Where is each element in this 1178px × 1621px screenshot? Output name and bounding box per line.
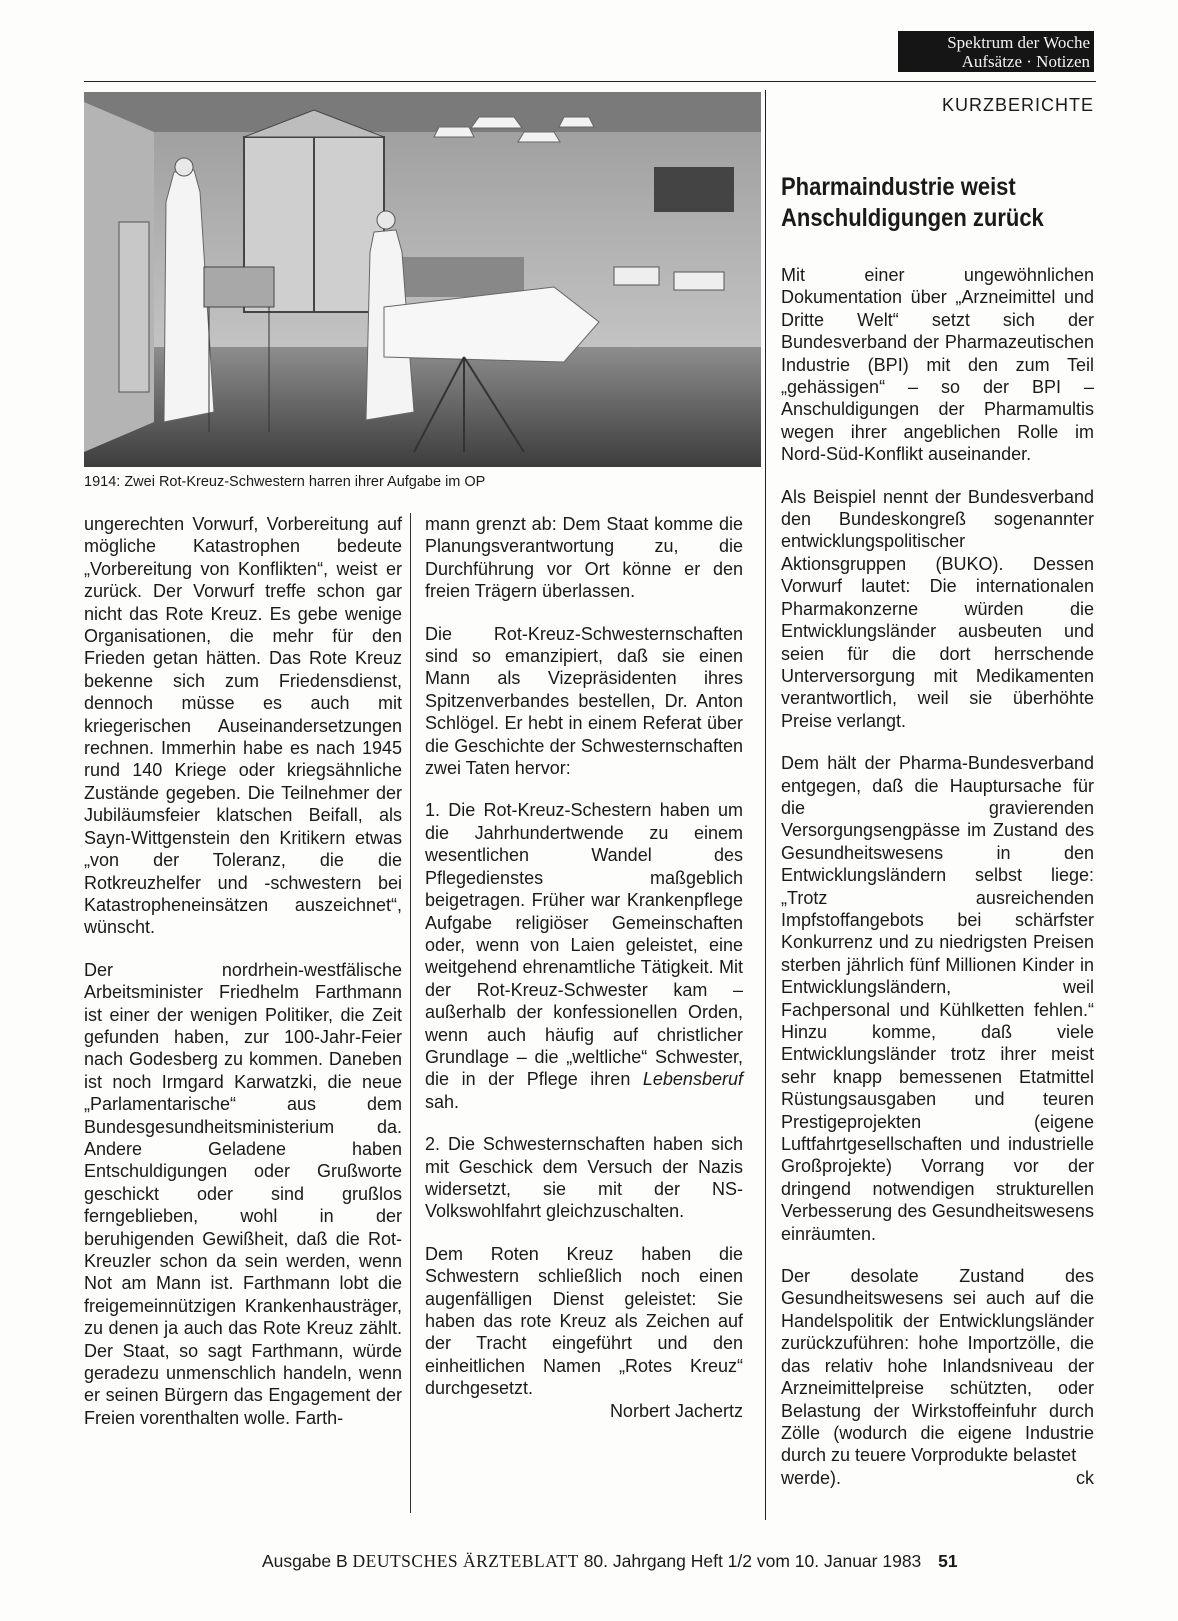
paragraph: ungerechten Vorwurf, Vorbereitung auf mögliche Katastrophen bedeute „Vorbereitung von Konflikten“, weist er zurück. Der Vorwurf treffe schon gar nicht das Rote Kreuz. Es gebe wenige Organisationen, die mehr für den Frieden getan hätten. Das Rote Kreuz bekenne sich zum Friedensdienst, dennoch müsse es auch mit kriegerischen Auseinandersetzungen rechnen. Immerhin habe es nach 1945 rund 140 Kriege oder kriegsähnliche Zustände gegeben. Die Teilnehmer der Jubiläumsfeier klatschen Beifall, als Sayn-Wittgenstein den Kritikern etwas „von der Toleranz, die die Rotkreuzhelfer und -schwestern bei Katastropheneinsätzen auszeichnet“, wünscht. [84,514,402,938]
page-number: 51 [938,1551,958,1571]
author-signature: ck [1076,1467,1094,1488]
paragraph [425,799,743,1113]
top-rule [84,81,1096,82]
paragraph: Dem Roten Kreuz haben die Schwestern schließlich noch einen augenfälligen Dienst geleistet: Sie haben das rote Kreuz als Zeichen auf der Tracht eingeführt und den einheitlichen Namen „Rotes Kreuz“ durchgesetzt. [425,1243,743,1399]
operating-room-photo [84,92,761,467]
paragraph: Die Rot-Kreuz-Schwesternschaften sind so emanzipiert, daß sie einen Mann als Vizepräsidenten ihres Spitzenverbandes bestellen, Dr. Anton Schlögel. Er hebt in einem Referat über die Geschichte der Schwesternschaften zwei Taten hervor: [425,623,743,779]
paragraph: Als Beispiel nennt der Bundesverband den Bundeskongreß sogenannter entwicklungspolitischer Aktionsgruppen (BUKO). Dessen Vorwurf lautet: Die internationalen Pharmakonzerne würden die Entwicklungsländer ausbeuten und seien für die dort herrschende Unterversorgung mit Medikamenten verantwortlich, weil sie überhöhte Preise verlangt. [781,486,1094,731]
article-column-right [781,264,1094,1489]
headline-line-2: Anschuldigungen zurück [781,204,1044,232]
paragraph-end: sah. [425,1091,460,1112]
column-rule [765,90,766,1520]
section-header-box [898,31,1094,72]
footer-edition: Ausgabe B [262,1551,348,1571]
headline-line-1: Pharmaindustrie weist [781,173,1016,201]
paragraph: 2. Die Schwesternschaften haben sich mit Geschick dem Versuch der Nazis widersetzt, sie mit der NS-Volkswohlfahrt gleichzuschalten. [425,1134,743,1222]
paragraph: mann grenzt ab: Dem Staat komme die Planungsverantwortung zu, die Durchführung vor Ort könne er den freien Trägern überlassen. [425,514,743,602]
column-divider [410,513,411,1513]
paragraph-text: 1. Die Rot-Kreuz-Schestern haben um die Jahrhundertwende zu einem wesentlichen Wandel des Pflegedienstes maßgeblich beigetragen. Früher war Krankenpflege Aufgabe religiöser Gemeinschaften oder, wenn von Laien geleistet, eine weitgehend ehrenamtliche Tätigkeit. Mit der Rot-Kreuz-Schwester kam – außerhalb der konfessionellen Orden, wenn auch häufig auf christlicher Grundlage – die „weltliche“ Schwester, die in der Pflege ihren [425,800,743,1090]
author-signature: Norbert Jachertz [609,1400,743,1421]
paragraph: Der desolate Zustand des Gesundheitswesens sei auch auf die Handelspolitik der Entwicklungsländer zurückzuführen: hohe Importzölle, die das relativ hohe Inlandsniveau der Arzneimittelpreise schützten, oder Belastung der Wirkstoffeinfuhr durch Zölle (wodurch die eigene Industrie durch zu teuere Vorprodukte belastet [781,1266,1094,1466]
paragraph-ending [781,1467,1094,1489]
article-column-left [84,513,402,1449]
section-label: KURZBERICHTE [941,95,1094,115]
header-line-1: Spektrum der Woche [947,33,1090,52]
paragraph-end: werde). [781,1467,842,1488]
footer-issue: 80. Jahrgang Heft 1/2 vom 10. Januar 1983 [583,1551,922,1571]
article-headline [781,172,1063,234]
paragraph: Der nordrhein-westfälische Arbeitsminister Friedhelm Farthmann ist einer der wenigen Politiker, die Zeit gefunden haben, zur 100-Jahr-Feier nach Godesberg zu kommen. Daneben ist noch Irmgard Karwatzki, die neue „Parlamentarische“ aus dem Bundesgesundheitsministerium da. Andere Geladene haben Entschuldigungen oder Grußworte geschickt oder sind grußlos ferngeblieben, wohl in der beruhigenden Gewißheit, daß die Rot-Kreuzler schon da sein werden, wenn Not am Mann ist. Farthmann lobt die freigemeinnützigen Krankenhausträger, zu denen ja auch das Rote Kreuz zählt. Der Staat, so sagt Farthmann, würde geradezu unmenschlich handeln, wenn er seinen Bürgern das Engagement der Freien vorenthalten wolle. Farth- [84,959,402,1428]
paragraph: Dem hält der Pharma-Bundesverband entgegen, daß die Hauptursache für die gravierenden Versorgungsengpässe im Zustand des Gesundheitswesens in den Entwicklungsländern selbst liege: „Trotz ausreichenden Impfstoffangebots bei schärfster Konkurrenz und zu niedrigsten Preisen sterben jährlich fünf Millionen Kinder in Entwicklungsländern, weil Fachpersonal und Kühlketten fehlen.“ Hinzu komme, daß viele Entwicklungsländer trotz ihrer meist sehr knapp bemessenen Etatmittel Rüstungsausgaben und teuren Prestigeprojekten (eigene Luftfahrtgesellschaften und industrielle Großprojekte) Vorrang vor der dringend notwendigen strukturellen Verbesserung des Gesundheitswesens einräumten. [781,753,1094,1244]
paragraph: Mit einer ungewöhnlichen Dokumentation über „Arzneimittel und Dritte Welt“ setzt sich der Bundesverband der Pharmazeutischen Industrie (BPI) mit den zum Teil „gehässigen“ – so der BPI – Anschuldigungen der Pharmamultis wegen ihrer angeblichen Rolle im Nord-Süd-Konflikt auseinander. [781,265,1094,465]
header-line-2: Aufsätze · Notizen [961,52,1090,71]
page-footer [262,1551,958,1572]
article-column-middle [425,513,743,1422]
footer-journal: DEUTSCHES ÄRZTEBLATT [352,1551,579,1571]
italic-term: Lebensberuf [642,1069,743,1090]
photo-caption: 1914: Zwei Rot-Kreuz-Schwestern harren ihrer Aufgabe im OP [84,474,486,490]
